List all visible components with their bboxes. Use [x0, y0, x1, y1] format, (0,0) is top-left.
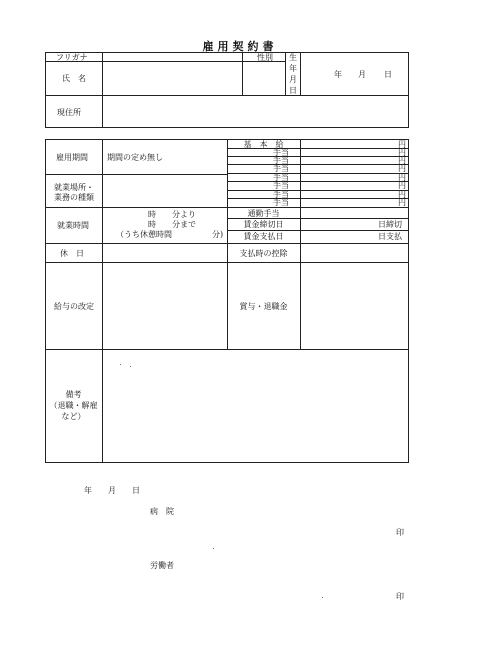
name-label: 氏 名 [62, 74, 86, 83]
period-label: 雇用期間 [56, 153, 88, 162]
period-value: 期間の定め無し [107, 153, 163, 162]
document-title: 雇用契約書 [202, 40, 278, 53]
birth-label-1: 生 [289, 53, 297, 62]
birth-year-field[interactable]: 年 [334, 70, 342, 79]
yen-1: 円 [398, 148, 406, 157]
yen-5: 円 [398, 181, 406, 190]
commute-label: 通勤手当 [247, 209, 280, 218]
allowance-label-3: 手当 [273, 164, 289, 173]
yen-4: 円 [398, 173, 406, 182]
hospital-label: 病 院 [150, 507, 174, 516]
address-label: 現住所 [57, 108, 81, 117]
payday-value[interactable]: 日支払 [378, 232, 402, 241]
yen-3: 円 [398, 164, 406, 173]
contract-date[interactable]: 年 月 日 [84, 486, 140, 495]
basic-pay-label: 基 本 給 [243, 140, 284, 149]
holiday-label: 休 日 [60, 249, 84, 258]
worker-label: 労働者 [150, 561, 174, 570]
birth-label-3: 月 [289, 75, 297, 84]
hours-to[interactable]: 時 分まで [148, 220, 196, 229]
allowance-label-7: 手当 [273, 198, 289, 207]
hours-break[interactable]: （うち休憩時間 分) [116, 230, 224, 239]
remarks-label-line2: （退職・解雇 [49, 401, 98, 410]
hospital-seal: 印 [396, 528, 404, 537]
allowance-label-6: 手当 [273, 190, 289, 199]
hours-label: 就業時間 [57, 221, 89, 230]
deduction-label: 支払時の控除 [239, 249, 288, 258]
yen-6: 円 [398, 190, 406, 199]
closing-label: 賃金締切日 [243, 220, 284, 229]
birth-month-field[interactable]: 月 [358, 70, 366, 79]
closing-value[interactable]: 日締切 [378, 220, 402, 229]
gender-label: 性別 [257, 53, 273, 62]
personal-info-table [45, 52, 409, 128]
hours-from[interactable]: 時 分より [148, 210, 196, 219]
yen-7: 円 [398, 198, 406, 207]
yen-basic: 円 [398, 140, 406, 149]
yen-2: 円 [398, 156, 406, 165]
furigana-label: フリガナ [56, 53, 88, 62]
birth-day-field[interactable]: 日 [384, 70, 392, 79]
allowance-label-2: 手当 [273, 156, 289, 165]
allowance-label-4: 手当 [273, 173, 289, 182]
remarks-label-line1: 備考 [65, 390, 82, 399]
allowance-label-1: 手当 [273, 148, 289, 157]
place-label-line1: 就業場所・ [54, 183, 94, 192]
birth-label-4: 日 [289, 86, 297, 95]
remarks-label-line3: など） [61, 412, 86, 421]
birth-label-2: 年 [289, 64, 297, 73]
place-label-line2: 業務の種類 [54, 193, 94, 202]
worker-seal: 印 [396, 592, 404, 601]
raise-label: 給与の改定 [54, 302, 94, 311]
payday-label: 賃金支払日 [243, 232, 284, 241]
allowance-label-5: 手当 [273, 181, 289, 190]
bonus-label: 賞与・退職金 [239, 302, 288, 311]
